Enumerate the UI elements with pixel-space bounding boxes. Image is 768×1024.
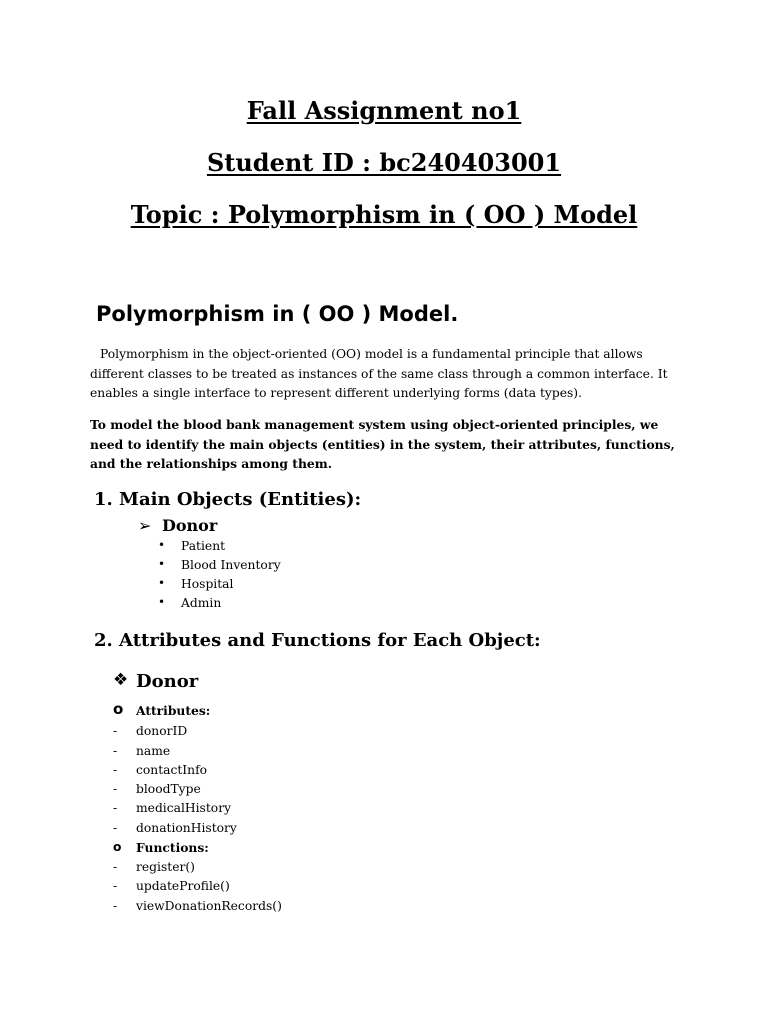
functions-label: Functions: (136, 840, 209, 855)
list-item: Patient (181, 539, 226, 553)
dash-marker: - (113, 821, 118, 835)
bullet-icon: • (158, 538, 166, 552)
attribute-item: name (136, 744, 171, 758)
arrow-bullet-icon: ➢ (138, 516, 152, 535)
attribute-item: contactInfo (136, 763, 208, 777)
attributes-label: Attributes: (136, 703, 211, 718)
dash-marker: - (113, 763, 118, 777)
main-object-donor: Donor (162, 516, 218, 535)
main-objects-heading: 1. Main Objects (Entities): (94, 489, 362, 510)
function-item: viewDonationRecords() (136, 899, 282, 913)
bullet-icon: • (158, 576, 166, 590)
bullet-icon: • (158, 557, 166, 571)
attribute-item: bloodType (136, 782, 201, 796)
function-item: register() (136, 860, 195, 874)
attribute-item: medicalHistory (136, 801, 232, 815)
assignment-title: Fall Assignment no1 (246, 96, 522, 125)
dash-marker: - (113, 782, 118, 796)
list-item: Hospital (181, 577, 234, 591)
list-item: Admin (181, 596, 222, 610)
dash-marker: - (113, 801, 118, 815)
dash-marker: - (113, 724, 118, 738)
dash-marker: - (113, 879, 118, 893)
section-title: Polymorphism in ( OO ) Model. (96, 302, 459, 326)
attribute-item: donationHistory (136, 821, 237, 835)
list-item: Blood Inventory (181, 558, 281, 572)
circle-bullet-icon: o (113, 840, 122, 854)
dash-marker: - (113, 899, 118, 913)
function-item: updateProfile() (136, 879, 230, 893)
attribute-item: donorID (136, 724, 188, 738)
diamond-bullet-icon: ❖ (113, 670, 129, 690)
bullet-icon: • (158, 595, 166, 609)
topic-title: Topic : Polymorphism in ( OO ) Model (130, 200, 638, 229)
dash-marker: - (113, 860, 118, 874)
circle-bullet-icon: o (113, 700, 124, 718)
dash-marker: - (113, 744, 118, 758)
attributes-functions-heading: 2. Attributes and Functions for Each Object: (94, 630, 541, 651)
intro-paragraph: Polymorphism in the object-oriented (OO) model is a fundamental principle that allows different classes to be treated as instances of the same class through a common interface. It enables a single interface to represent different underlying forms (data types). (90, 347, 668, 400)
bold-paragraph: To model the blood bank management system using object-oriented principles, we need to identify the main objects (entities) in the system, their attributes, functions, and the relationships among them. (90, 417, 675, 471)
student-id: Student ID : bc240403001 (206, 148, 562, 177)
object-donor-heading: Donor (136, 671, 199, 692)
